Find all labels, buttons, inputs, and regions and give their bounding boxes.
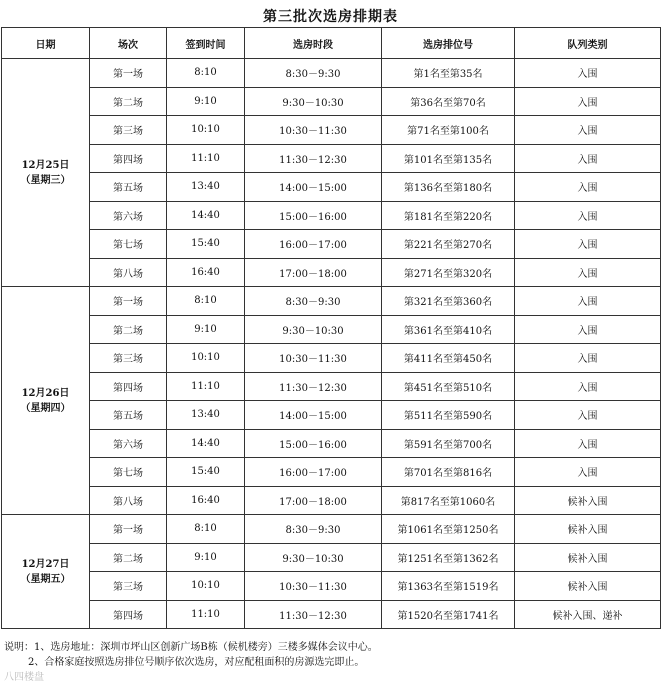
session-cell: 第二场	[90, 543, 167, 572]
checkin-time-cell: 10:10	[167, 344, 245, 373]
table-row	[2, 344, 661, 373]
queue-type-cell: 入围	[515, 116, 661, 145]
checkin-time-cell: 13:40	[167, 401, 245, 430]
selection-period-cell: 15:00－16:00	[245, 429, 382, 458]
selection-period-cell: 14:00－15:00	[245, 401, 382, 430]
schedule-body	[2, 59, 661, 629]
queue-type-cell: 入围	[515, 429, 661, 458]
checkin-time-cell: 15:40	[167, 230, 245, 259]
checkin-time-cell: 11:10	[167, 372, 245, 401]
queue-type-cell: 入围	[515, 173, 661, 202]
queue-type-cell: 候补入围、递补	[515, 600, 661, 629]
session-cell: 第六场	[90, 429, 167, 458]
selection-period-cell: 16:00－17:00	[245, 458, 382, 487]
table-row	[2, 287, 661, 316]
session-cell: 第四场	[90, 372, 167, 401]
queue-type-cell: 入围	[515, 230, 661, 259]
session-cell: 第七场	[90, 230, 167, 259]
header-queue-number: 选房排位号	[382, 28, 515, 59]
selection-period-cell: 11:30－12:30	[245, 372, 382, 401]
table-row	[2, 600, 661, 629]
table-row	[2, 59, 661, 88]
table-row	[2, 543, 661, 572]
queue-number-cell: 第701名至第816名	[382, 458, 515, 487]
session-cell: 第六场	[90, 201, 167, 230]
checkin-time-cell: 10:10	[167, 572, 245, 601]
queue-type-cell: 入围	[515, 144, 661, 173]
queue-type-cell: 入围	[515, 59, 661, 88]
queue-number-cell: 第411名至第450名	[382, 344, 515, 373]
queue-type-cell: 候补入围	[515, 572, 661, 601]
queue-number-cell: 第136名至第180名	[382, 173, 515, 202]
table-row	[2, 401, 661, 430]
page-title: 第三批次选房排期表	[263, 9, 398, 25]
selection-period-cell: 15:00－16:00	[245, 201, 382, 230]
table-row	[2, 458, 661, 487]
checkin-time-cell: 13:40	[167, 173, 245, 202]
checkin-time-cell: 9:10	[167, 87, 245, 116]
queue-number-cell: 第1251名至第1362名	[382, 543, 515, 572]
session-cell: 第三场	[90, 116, 167, 145]
selection-period-cell: 8:30－9:30	[245, 515, 382, 544]
selection-period-cell: 9:30－10:30	[245, 315, 382, 344]
session-cell: 第七场	[90, 458, 167, 487]
queue-number-cell: 第181名至第220名	[382, 201, 515, 230]
session-cell: 第五场	[90, 401, 167, 430]
session-cell: 第一场	[90, 287, 167, 316]
checkin-time-cell: 8:10	[167, 515, 245, 544]
queue-number-cell: 第1名至第35名	[382, 59, 515, 88]
table-row	[2, 315, 661, 344]
selection-period-cell: 8:30－9:30	[245, 59, 382, 88]
selection-period-cell: 11:30－12:30	[245, 600, 382, 629]
queue-number-cell: 第321名至第360名	[382, 287, 515, 316]
checkin-time-cell: 8:10	[167, 59, 245, 88]
session-cell: 第一场	[90, 515, 167, 544]
selection-period-cell: 10:30－11:30	[245, 116, 382, 145]
session-cell: 第八场	[90, 486, 167, 515]
selection-period-cell: 17:00－18:00	[245, 486, 382, 515]
table-row	[2, 144, 661, 173]
checkin-time-cell: 11:10	[167, 600, 245, 629]
queue-type-cell: 入围	[515, 344, 661, 373]
session-cell: 第四场	[90, 144, 167, 173]
queue-type-cell: 入围	[515, 258, 661, 287]
selection-period-cell: 9:30－10:30	[245, 87, 382, 116]
table-row	[2, 372, 661, 401]
session-cell: 第八场	[90, 258, 167, 287]
header-checkin-time: 签到时间	[167, 28, 245, 59]
queue-number-cell: 第36名至第70名	[382, 87, 515, 116]
session-cell: 第五场	[90, 173, 167, 202]
checkin-time-cell: 16:40	[167, 486, 245, 515]
header-session: 场次	[90, 28, 167, 59]
session-cell: 第三场	[90, 344, 167, 373]
selection-period-cell: 16:00－17:00	[245, 230, 382, 259]
queue-type-cell: 入围	[515, 315, 661, 344]
queue-type-cell: 入围	[515, 458, 661, 487]
table-header-row	[2, 28, 661, 59]
queue-number-cell: 第221名至第270名	[382, 230, 515, 259]
date-cell	[2, 287, 90, 515]
note-2: 2、合格家庭按照选房排位号顺序依次选房，对应配租面积的房源选完即止。	[28, 657, 365, 668]
checkin-time-cell: 11:10	[167, 144, 245, 173]
queue-type-cell: 入围	[515, 287, 661, 316]
checkin-time-cell: 9:10	[167, 315, 245, 344]
selection-period-cell: 14:00－15:00	[245, 173, 382, 202]
weekday-text: （星期三）	[20, 174, 71, 186]
queue-type-cell: 入围	[515, 401, 661, 430]
schedule-table	[1, 27, 661, 629]
table-row	[2, 572, 661, 601]
table-row	[2, 515, 661, 544]
session-cell: 第三场	[90, 572, 167, 601]
checkin-time-cell: 14:40	[167, 201, 245, 230]
header-date: 日期	[2, 28, 90, 59]
checkin-time-cell: 9:10	[167, 543, 245, 572]
selection-period-cell: 8:30－9:30	[245, 287, 382, 316]
session-cell: 第二场	[90, 315, 167, 344]
date-cell	[2, 59, 90, 287]
queue-number-cell: 第817名至第1060名	[382, 486, 515, 515]
queue-number-cell: 第361名至第410名	[382, 315, 515, 344]
table-row	[2, 230, 661, 259]
queue-type-cell: 入围	[515, 87, 661, 116]
selection-period-cell: 10:30－11:30	[245, 572, 382, 601]
table-row	[2, 486, 661, 515]
queue-type-cell: 候补入围	[515, 515, 661, 544]
queue-number-cell: 第1520名至第1741名	[382, 600, 515, 629]
queue-number-cell: 第271名至第320名	[382, 258, 515, 287]
checkin-time-cell: 15:40	[167, 458, 245, 487]
queue-number-cell: 第71名至第100名	[382, 116, 515, 145]
checkin-time-cell: 8:10	[167, 287, 245, 316]
table-row	[2, 116, 661, 145]
notes	[4, 640, 378, 670]
session-cell: 第四场	[90, 600, 167, 629]
queue-number-cell: 第591名至第700名	[382, 429, 515, 458]
queue-number-cell: 第451名至第510名	[382, 372, 515, 401]
checkin-time-cell: 14:40	[167, 429, 245, 458]
checkin-time-cell: 16:40	[167, 258, 245, 287]
header-selection-period: 选房时段	[245, 28, 382, 59]
queue-number-cell: 第1363名至第1519名	[382, 572, 515, 601]
selection-period-cell: 11:30－12:30	[245, 144, 382, 173]
queue-number-cell: 第101名至第135名	[382, 144, 515, 173]
selection-period-cell: 9:30－10:30	[245, 543, 382, 572]
table-row	[2, 429, 661, 458]
checkin-time-cell: 10:10	[167, 116, 245, 145]
queue-type-cell: 入围	[515, 201, 661, 230]
queue-type-cell: 候补入围	[515, 543, 661, 572]
date-text: 12月25日	[21, 159, 70, 171]
date-text: 12月26日	[21, 387, 70, 399]
note-1: 说明：1、选房地址：深圳市坪山区创新广场B栋（候机楼旁）三楼多媒体会议中心。	[4, 642, 378, 653]
session-cell: 第一场	[90, 59, 167, 88]
table-row	[2, 87, 661, 116]
date-text: 12月27日	[21, 558, 70, 570]
queue-number-cell: 第1061名至第1250名	[382, 515, 515, 544]
queue-number-cell: 第511名至第590名	[382, 401, 515, 430]
session-cell: 第二场	[90, 87, 167, 116]
date-cell	[2, 515, 90, 629]
queue-type-cell: 候补入围	[515, 486, 661, 515]
selection-period-cell: 17:00－18:00	[245, 258, 382, 287]
table-row	[2, 258, 661, 287]
header-queue-type: 队列类别	[515, 28, 661, 59]
selection-period-cell: 10:30－11:30	[245, 344, 382, 373]
table-row	[2, 201, 661, 230]
weekday-text: （星期四）	[20, 402, 71, 414]
weekday-text: （星期五）	[20, 573, 71, 585]
watermark: 八四楼盘	[4, 672, 44, 683]
queue-type-cell: 入围	[515, 372, 661, 401]
table-row	[2, 173, 661, 202]
